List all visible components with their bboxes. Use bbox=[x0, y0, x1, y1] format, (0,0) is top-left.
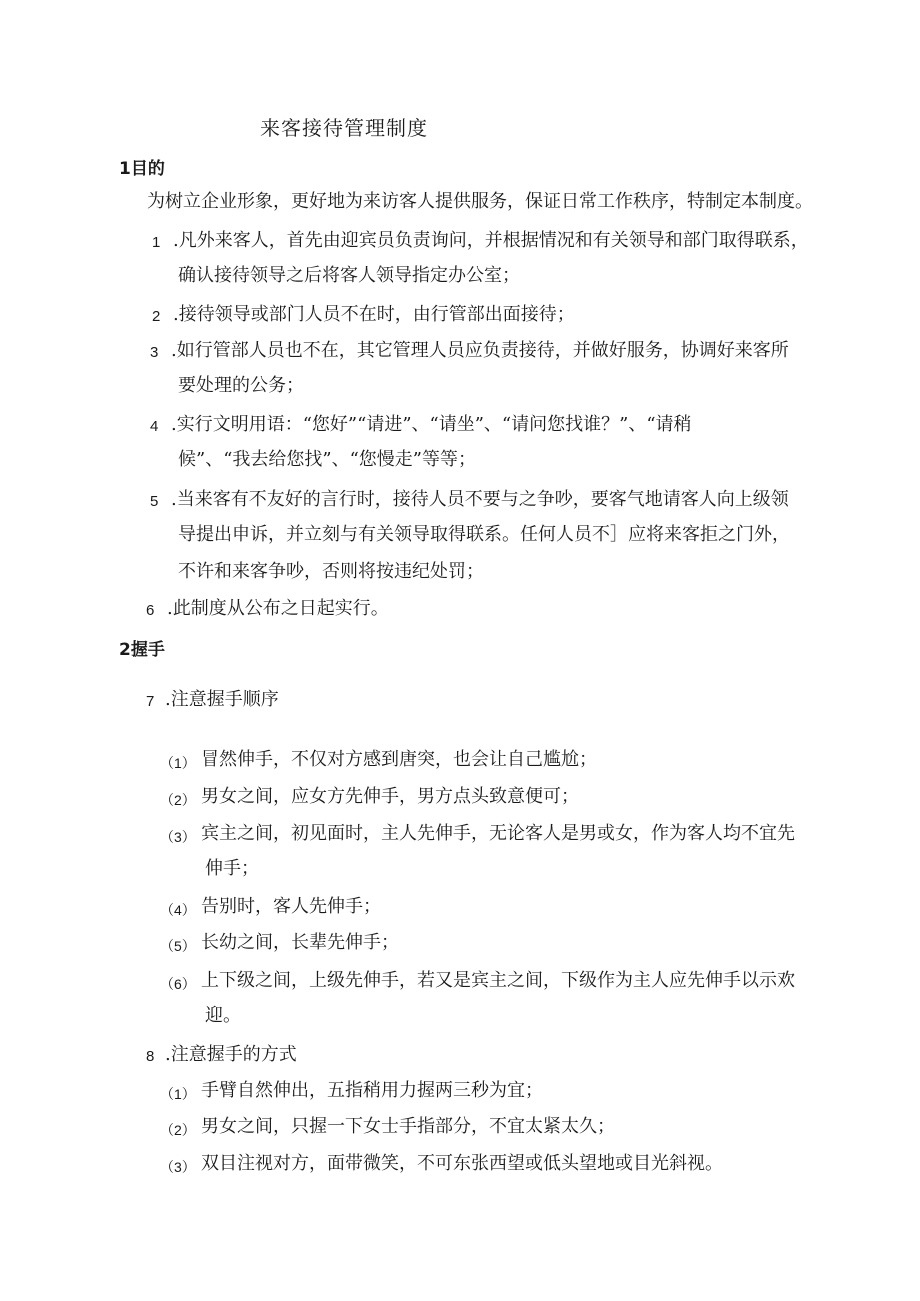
list-item-continued: 伸手； bbox=[205, 858, 259, 879]
item-text: .此制度从公布之日起实行。 bbox=[167, 598, 389, 619]
list-marker: （1） bbox=[160, 1086, 196, 1102]
item-text: .如行管部人员也不在，其它管理人员应负责接待，并做好服务，协调好来客所 bbox=[171, 340, 789, 361]
list-marker: （5） bbox=[160, 938, 196, 954]
item-number: 5 bbox=[150, 493, 159, 510]
section-heading-purpose: 1目的 bbox=[119, 159, 165, 179]
item-text-continued: 候”、“我去给您找”、“您慢走”等等； bbox=[178, 449, 477, 470]
list-item: 双目注视对方，面带微笑，不可东张西望或低头望地或目光斜视。 bbox=[201, 1153, 723, 1174]
subsection-label: .注意握手的方式 bbox=[165, 1044, 297, 1065]
item-text: .凡外来客人，首先由迎宾员负责询问，并根据情况和有关领导和部门取得联系， bbox=[173, 230, 809, 251]
item-text-continued: 确认接待领导之后将客人领导指定办公室； bbox=[178, 265, 520, 286]
item-text: .实行文明用语：“您好”“请进”、“请坐”、“请问您找谁？”、“请稍 bbox=[171, 414, 692, 435]
list-item: 手臂自然伸出，五指稍用力握两三秒为宜； bbox=[201, 1080, 543, 1101]
subsection-label: .注意握手顺序 bbox=[165, 689, 279, 710]
list-item: 男女之间，只握一下女士手指部分，不宜太紧太久； bbox=[201, 1116, 615, 1137]
item-number: 6 bbox=[146, 602, 155, 619]
item-number: 2 bbox=[152, 308, 161, 325]
section-heading-handshake: 2握手 bbox=[119, 640, 165, 660]
list-item: 长幼之间，长辈先伸手； bbox=[201, 932, 399, 953]
list-marker: （3） bbox=[160, 829, 196, 845]
document-title: 来客接待管理制度 bbox=[260, 116, 428, 140]
item-number: 3 bbox=[150, 344, 159, 361]
item-text-continued: 导提出申诉，并立刻与有关领导取得联系。任何人员不］应将来客拒之门外， bbox=[178, 524, 790, 545]
list-item-continued: 迎。 bbox=[205, 1005, 241, 1026]
list-marker: （3） bbox=[160, 1159, 196, 1175]
list-marker: （2） bbox=[160, 792, 196, 808]
item-text-continued: 不许和来客争吵，否则将按违纪处罚； bbox=[178, 561, 484, 582]
list-marker: （2） bbox=[160, 1122, 196, 1138]
list-item: 告别时，客人先伸手； bbox=[201, 896, 381, 917]
item-text: .接待领导或部门人员不在时，由行管部出面接待； bbox=[173, 304, 575, 325]
item-number: 1 bbox=[152, 234, 161, 251]
item-text-continued: 要处理的公务； bbox=[178, 375, 304, 396]
list-marker: （4） bbox=[160, 902, 196, 918]
item-text: .当来客有不友好的言行时，接待人员不要与之争吵，要客气地请客人向上级领 bbox=[171, 489, 789, 510]
list-item: 冒然伸手，不仅对方感到唐突，也会让自己尴尬； bbox=[201, 749, 597, 770]
intro-paragraph: 为树立企业形象，更好地为来访客人提供服务，保证日常工作秩序，特制定本制度。 bbox=[147, 191, 813, 212]
list-item: 男女之间，应女方先伸手，男方点头致意便可； bbox=[201, 786, 579, 807]
list-marker: （1） bbox=[160, 755, 196, 771]
subsection-number: 7 bbox=[146, 693, 155, 710]
item-number: 4 bbox=[150, 418, 159, 435]
list-item: 上下级之间，上级先伸手，若又是宾主之间，下级作为主人应先伸手以示欢 bbox=[201, 970, 795, 991]
list-item: 宾主之间，初见面时，主人先伸手，无论客人是男或女，作为客人均不宜先 bbox=[201, 823, 795, 844]
subsection-number: 8 bbox=[146, 1048, 155, 1065]
list-marker: （6） bbox=[160, 976, 196, 992]
